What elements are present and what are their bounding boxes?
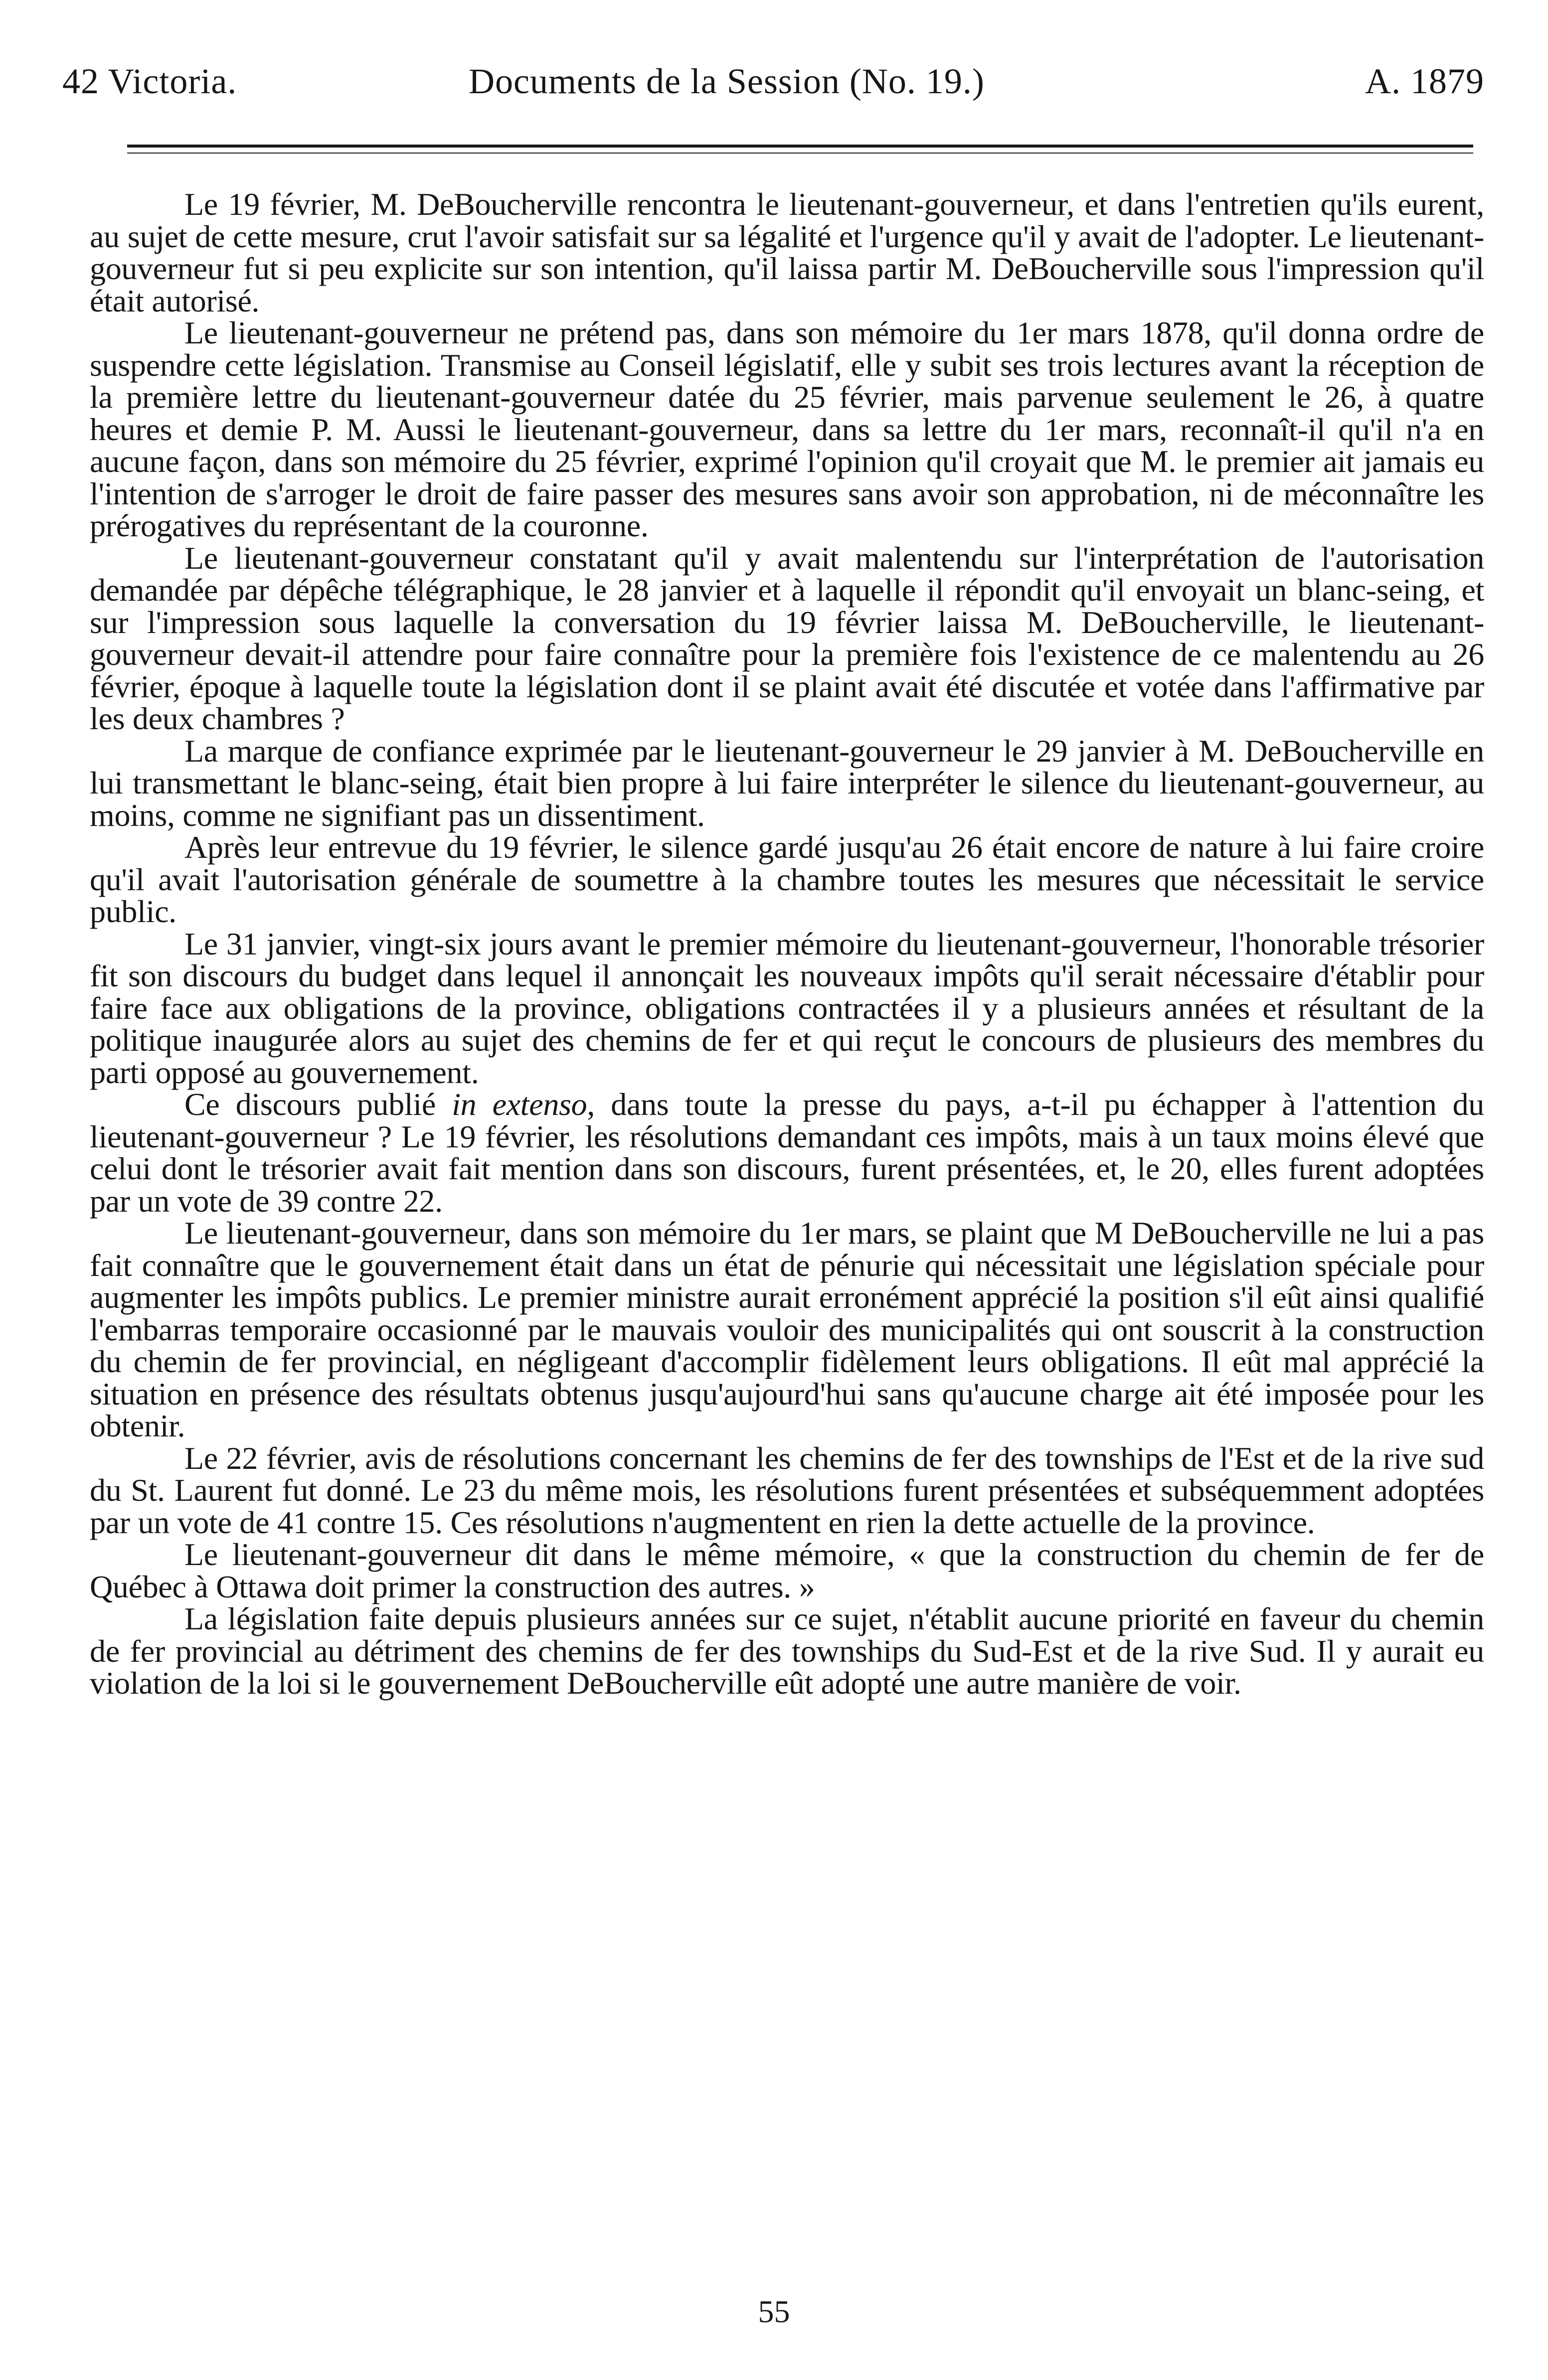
paragraph-3: Le lieutenant-gouverneur constatant qu'il y avait malentendu sur l'interprétation de l'autorisation demandée par dépêche télégraphique, le 28 janvier et à laquelle il répondit qu'il envoyait un blanc-seing, et sur l'impression sous laquelle la conversation du 19 février laissa M. DeBoucherville, le lieutenant-gouverneur devait-il attendre pour faire connaître pour la première fois l'existence de ce malentendu au 26 février, époque à laquelle toute la législation dont il se plaint avait été discutée et votée dans l'affirmative par les deux chambres ?	[90, 540, 1484, 736]
paragraph-8: Le lieutenant-gouverneur, dans son mémoire du 1er mars, se plaint que M DeBoucherville ne lui a pas fait connaître que le gouvernement était dans un état de pénurie qui nécessitait une législation spéciale pour augmenter les impôts publics. Le premier ministre aurait erronément apprécié la position s'il eût ainsi qualifié l'embarras temporaire occasionné par le mauvais vouloir des municipalités qui ont souscrit à la construction du chemin de fer provincial, en négligeant d'accomplir fidèlement leurs obligations. Il eût mal apprécié la situation en présence des résultats obtenus jusqu'aujourd'hui sans qu'aucune charge ait été imposée pour les obtenir.	[90, 1215, 1484, 1443]
header-regnal-year: 42 Victoria.	[62, 61, 237, 101]
header-rule-thick	[127, 145, 1473, 148]
paragraph-2: Le lieutenant-gouverneur ne prétend pas, dans son mémoire du 1er mars 1878, qu'il donna ordre de suspendre cette législation. Transmise au Conseil législatif, elle y subit ses trois lectures avant la réception de la première lettre du lieutenant-gouverneur datée du 25 février, mais parvenue seulement le 26, à quatre heures et demie P. M. Aussi le lieutenant-gouverneur, dans sa lettre du 1er mars, reconnaît-il qu'il n'a en aucune façon, dans son mémoire du 25 février, exprimé l'opinion qu'il croyait que M. le premier ait jamais eu l'intention de s'arroger le droit de faire passer des mesures sans avoir son approbation, ni de méconnaître les prérogatives du représentant de la couronne.	[90, 315, 1484, 543]
header-rule-thin	[127, 153, 1473, 154]
italic-phrase: in extenso	[452, 1087, 587, 1122]
paragraph-7: Ce discours publié in extenso, dans toute la presse du pays, a-t-il pu échapper à l'attention du lieutenant-gouverneur ? Le 19 février, les résolutions demandant ces impôts, mais à un taux moins élevé que celui dont le trésorier avait fait mention dans son discours, furent présentées, et, le 20, elles furent adoptées par un vote de 39 contre 22.	[90, 1087, 1484, 1219]
paragraph-11: La législation faite depuis plusieurs années sur ce sujet, n'établit aucune priorité en faveur du chemin de fer provincial au détriment des chemins de fer des townships du Sud-Est et de la rive Sud. Il y aurait eu violation de la loi si le gouvernement DeBoucherville eût adopté une autre manière de voir.	[90, 1601, 1484, 1701]
paragraph-1: Le 19 février, M. DeBoucherville rencontra le lieutenant-gouverneur, et dans l'entretien qu'ils eurent, au sujet de cette mesure, crut l'avoir satisfait sur sa légalité et l'urgence qu'il y avait de l'adopter. Le lieutenant-gouverneur fut si peu explicite sur son intention, qu'il laissa partir M. DeBoucherville sous l'impression qu'il était autorisé.	[90, 186, 1484, 318]
page-number: 55	[758, 2294, 790, 2329]
paragraph-10: Le lieutenant-gouverneur dit dans le même mémoire, « que la construction du chemin de fer de Québec à Ottawa doit primer la construction des autres. »	[90, 1537, 1484, 1604]
running-header	[62, 59, 1484, 104]
paragraph-9: Le 22 février, avis de résolutions concernant les chemins de fer des townships de l'Est et de la rive sud du St. Laurent fut donné. Le 23 du même mois, les résolutions furent présentées et subséquemment adoptées par un vote de 41 contre 15. Ces résolutions n'augmentent en rien la dette actuelle de la province.	[90, 1440, 1484, 1540]
paragraph-5: Après leur entrevue du 19 février, le silence gardé jusqu'au 26 était encore de nature à lui faire croire qu'il avait l'autorisation générale de soumettre à la chambre toutes les mesures que nécessitait le service public.	[90, 829, 1484, 929]
paragraph-6: Le 31 janvier, vingt-six jours avant le premier mémoire du lieutenant-gouverneur, l'honorable trésorier fit son discours du budget dans lequel il annonçait les nouveaux impôts qu'il serait nécessaire d'établir pour faire face aux obligations de la province, obligations contractées il y a plusieurs années et résultant de la politique inaugurée alors au sujet des chemins de fer et qui reçut le concours de plusieurs des membres du parti opposé au gouvernement.	[90, 926, 1484, 1090]
header-year: A. 1879	[1365, 61, 1484, 101]
paragraph-4: La marque de confiance exprimée par le lieutenant-gouverneur le 29 janvier à M. DeBoucherville en lui transmettant le blanc-seing, était bien propre à lui faire interpréter le silence du lieutenant-gouverneur, au moins, comme ne signifiant pas un dissentiment.	[90, 733, 1484, 833]
header-document-title: Documents de la Session (No. 19.)	[469, 61, 985, 101]
body-text	[90, 188, 1484, 1700]
